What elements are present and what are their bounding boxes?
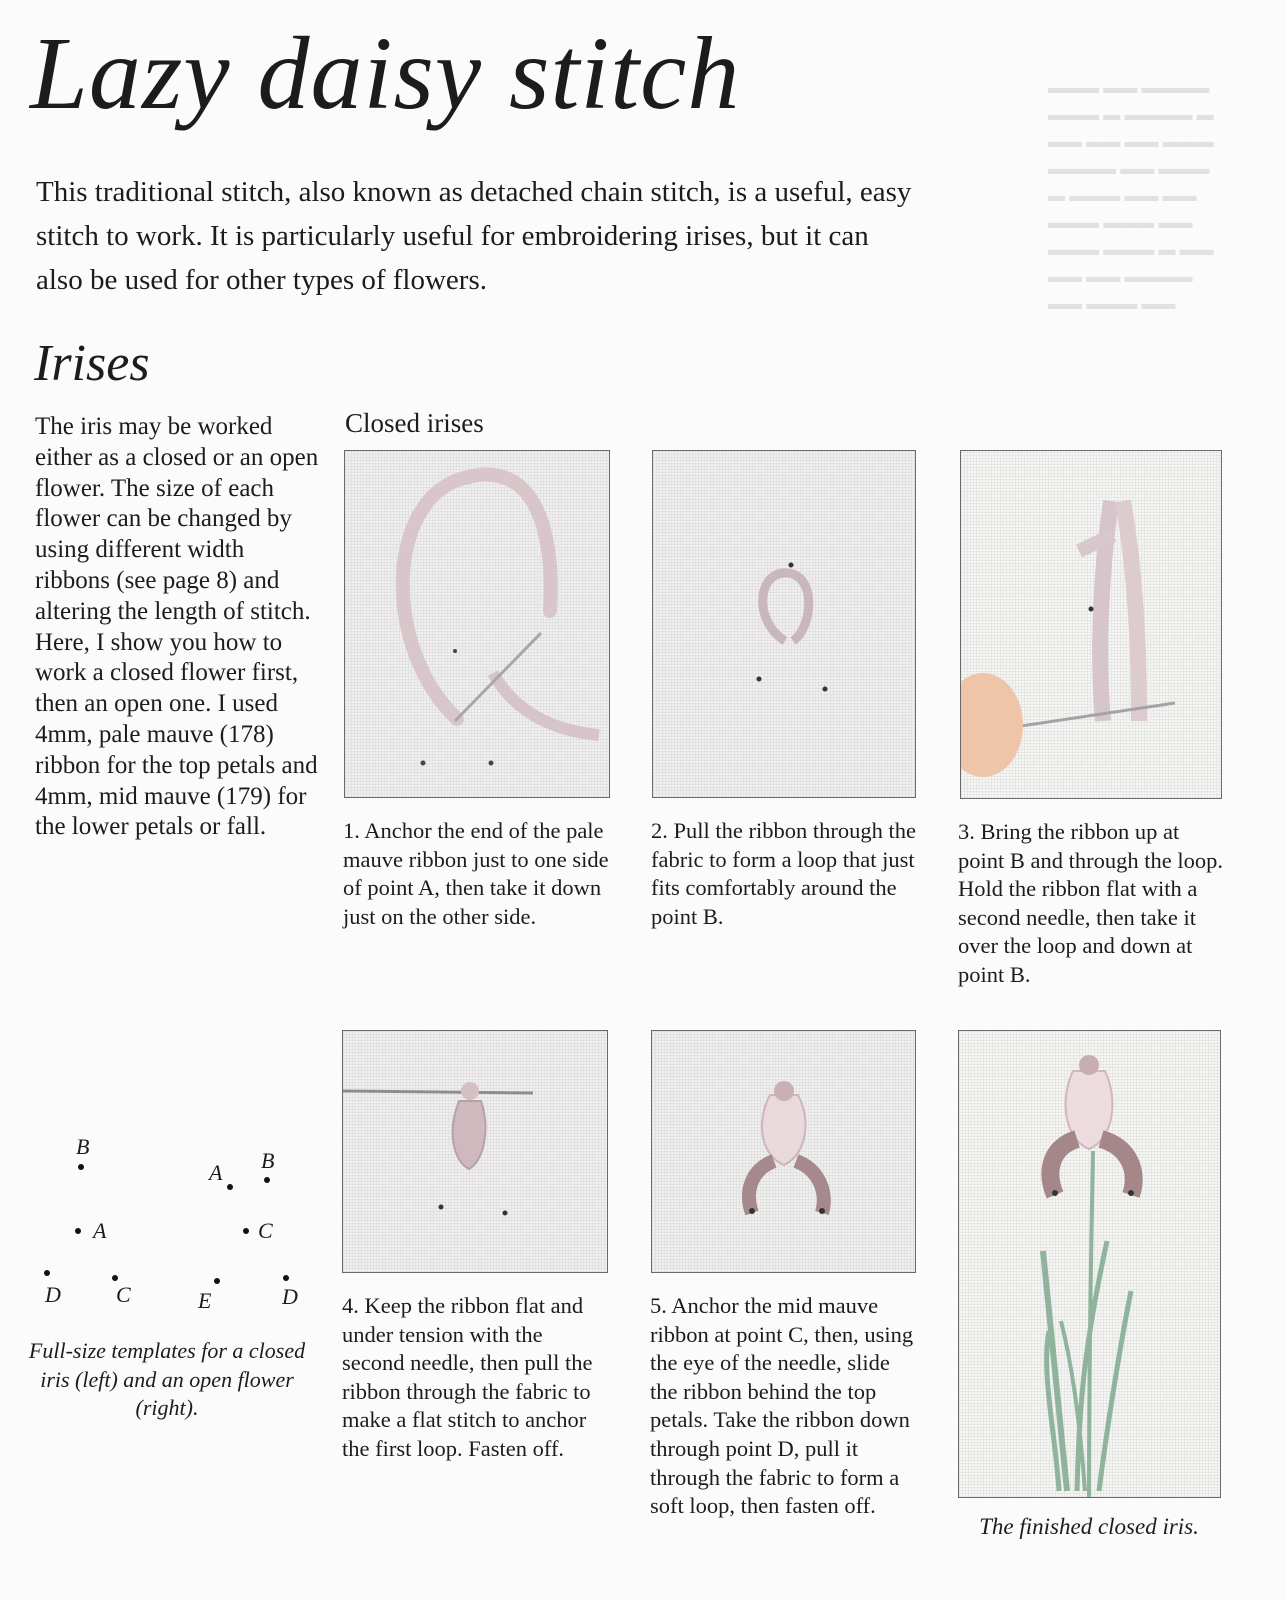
template-label: C <box>116 1282 131 1307</box>
template-point <box>243 1228 249 1234</box>
step-1-caption: 1. Anchor the end of the pale mauve ribbon just to one side of point A, then take it down just on the other side. <box>343 818 609 929</box>
template-point <box>75 1228 81 1234</box>
page-title: Lazy daisy stitch <box>30 16 741 131</box>
finished-iris-photo <box>958 1030 1221 1498</box>
template-label: E <box>198 1288 212 1313</box>
finished-iris-caption: The finished closed iris. <box>979 1514 1199 1539</box>
template-label: D <box>282 1284 298 1309</box>
template-point <box>214 1278 220 1284</box>
template-label: D <box>45 1282 61 1307</box>
step-1-photo <box>344 450 610 798</box>
template-point <box>44 1270 50 1276</box>
intro-paragraph: This traditional stitch, also known as detached chain stitch, is a useful, easy stitch to work. It is particularly useful for embroidering irises, but it can also be used for other types of flowers. <box>36 176 912 296</box>
template-point <box>78 1164 84 1170</box>
side-paragraph: The iris may be worked either as a closed or an open flower. The size of each flower can be changed by using different width ribbons (see page 8) and altering the length of stitch. Here, I show you how to work a closed flower first, then an open one. I used 4mm, pale mauve (178) ribbon for the top petals and 4mm, mid mauve (179) for the lower petals or fall. <box>35 413 319 841</box>
sub-heading: Closed irises <box>345 408 484 438</box>
template-point <box>283 1275 289 1281</box>
step-2-photo <box>652 450 916 798</box>
template-label: C <box>258 1218 273 1243</box>
step-2-caption: 2. Pull the ribbon through the fabric to form a loop that just fits comfortably around the point B. <box>651 818 916 929</box>
template-caption: Full-size templates for a closed iris (left) and an open flower (right). <box>28 1338 306 1420</box>
show-through-text: ▬▬▬ ▬▬ ▬▬▬▬ ▬▬▬ ▬ ▬▬▬▬ ▬ ▬▬ ▬▬ ▬▬ ▬▬▬ ▬▬▬▬ ▬▬ ▬▬▬ ▬ ▬▬▬ ▬▬ ▬▬ ▬▬▬ ▬▬▬ ▬▬ ▬▬▬ ▬▬▬ ▬ ▬▬ ▬▬ ▬▬ ▬▬▬▬ ▬▬ ▬▬▬ ▬▬ <box>1048 78 1214 313</box>
section-heading: Irises <box>34 335 150 392</box>
step-3-caption: 3. Bring the ribbon up at point B and through the loop. Hold the ribbon flat with a second needle, then take it over the loop and down at point B. <box>958 819 1223 987</box>
template-label: A <box>93 1218 107 1243</box>
step-3-photo <box>960 450 1222 799</box>
template-point <box>264 1177 270 1183</box>
template-label: B <box>76 1134 90 1159</box>
step-4-caption: 4. Keep the ribbon flat and under tension with the second needle, then pull the ribbon through the fabric to make a flat stitch to anchor the first loop. Fasten off. <box>342 1293 593 1461</box>
step-5-caption: 5. Anchor the mid mauve ribbon at point C, then, using the eye of the needle, slide the ribbon behind the top petals. Take the ribbon down through point D, pull it through the fabric to form a soft loop, then fasten off. <box>650 1293 914 1519</box>
template-label: A <box>209 1160 223 1185</box>
template-point <box>227 1184 233 1190</box>
step-5-photo <box>651 1030 916 1273</box>
template-label: B <box>261 1148 275 1173</box>
template-point <box>112 1275 118 1281</box>
step-4-photo <box>342 1030 608 1273</box>
